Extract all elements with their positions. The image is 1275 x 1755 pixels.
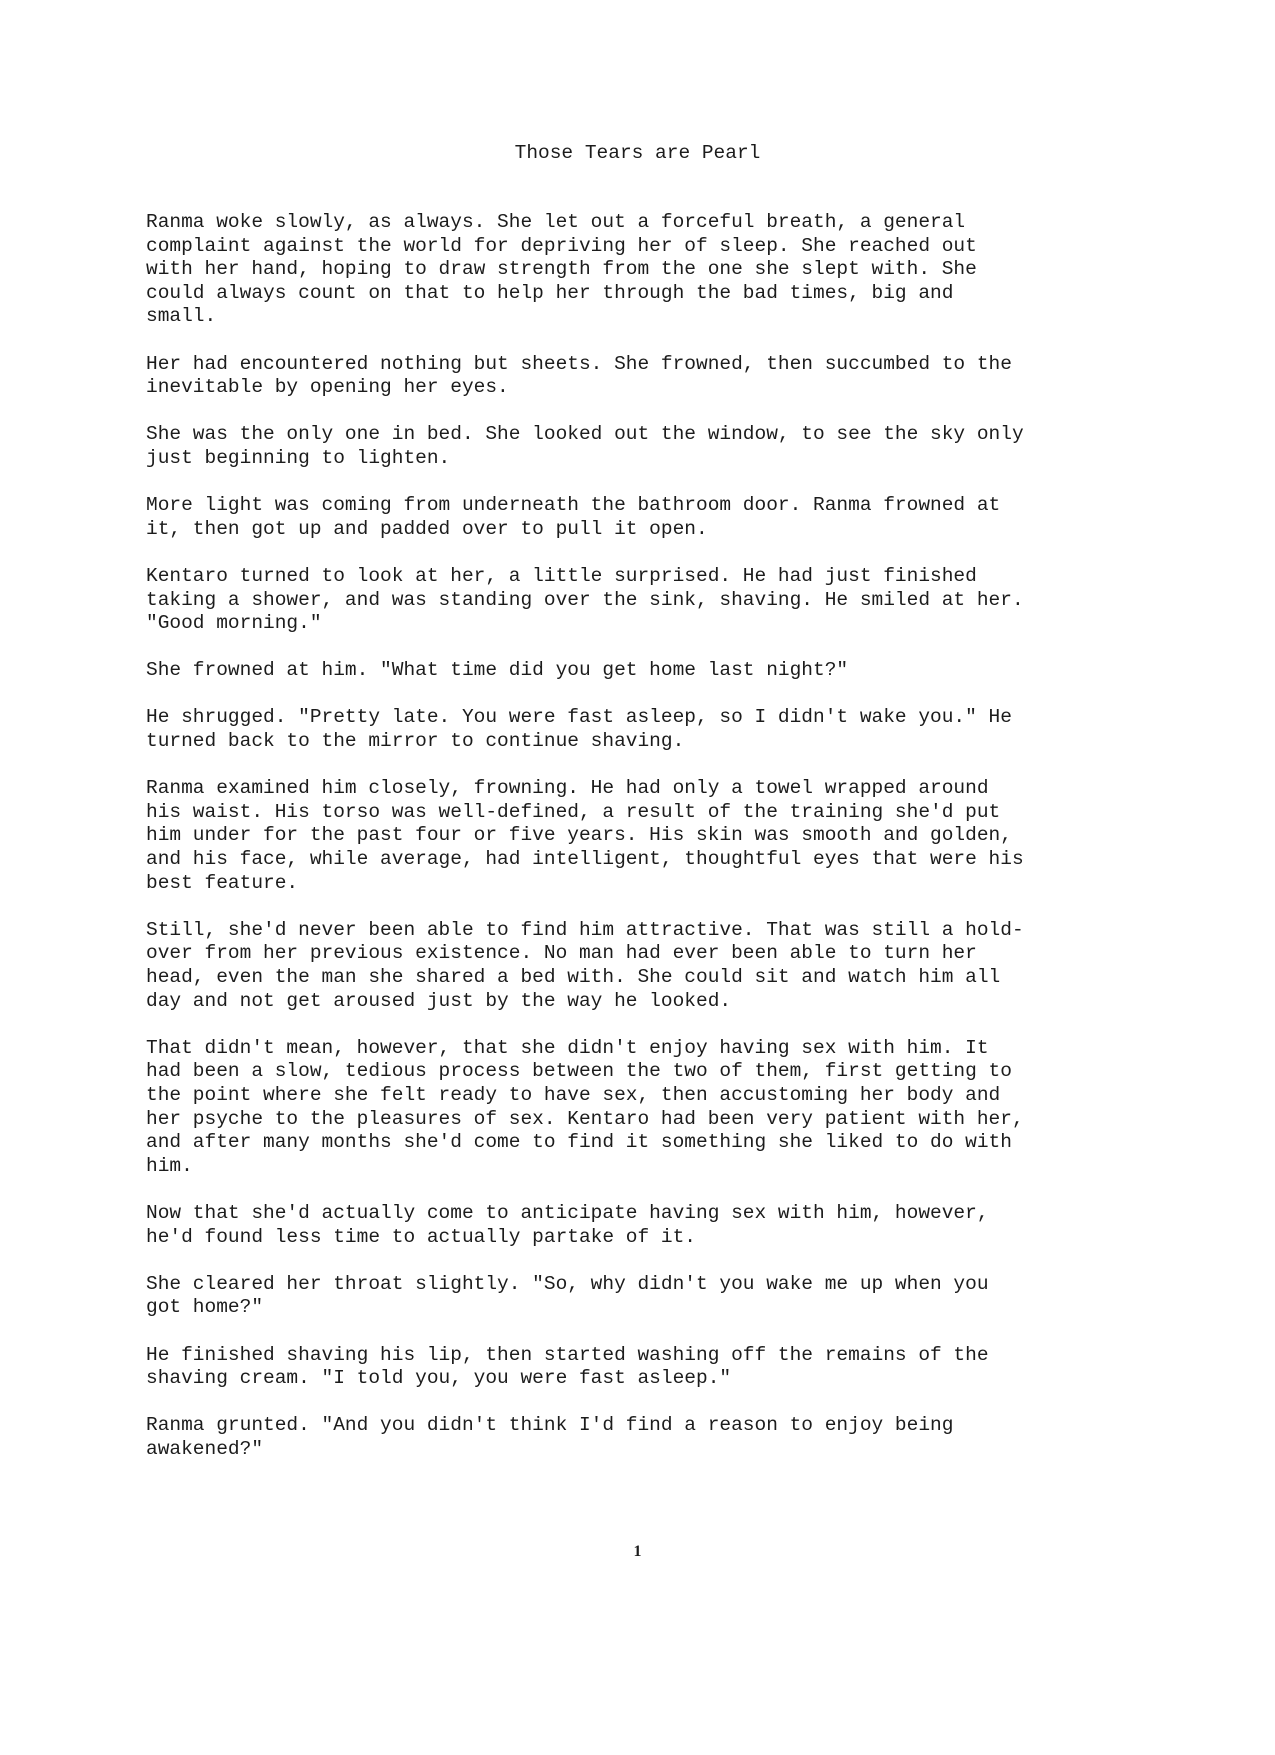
paragraph: Her had encountered nothing but sheets. She frowned, then succumbed to the inevitable by opening her eyes. — [146, 352, 1012, 399]
paragraph: Kentaro turned to look at her, a little surprised. He had just finished taking a shower, and was standing over the sink, shaving. He smiled at her. "Good morning." — [146, 564, 1024, 635]
paragraph: Ranma woke slowly, as always. She let out a forceful breath, a general complaint against the world for depriving her of sleep. She reached out with her hand, hoping to draw strength from the one she slept with. She could always count on that to help her through the bad times, big and small. — [146, 211, 977, 328]
paragraph: Now that she'd actually come to anticipate having sex with him, however, he'd found less time to actually partake of it. — [146, 1201, 989, 1248]
paragraph: She cleared her throat slightly. "So, why didn't you wake me up when you got home?" — [146, 1272, 989, 1319]
paragraph: More light was coming from underneath the bathroom door. Ranma frowned at it, then got up and padded over to pull it open. — [146, 494, 1001, 540]
document-body — [146, 211, 1146, 1485]
paragraph: He finished shaving his lip, then started washing off the remains of the shaving cream. "I told you, you were fast asleep." — [146, 1343, 989, 1390]
document-title: Those Tears are Pearl — [514, 142, 761, 164]
paragraph: That didn't mean, however, that she didn't enjoy having sex with him. It had been a slow, tedious process between the two of them, first getting to the point where she felt ready to have sex, then accustoming her body and her psyche to the pleasures of sex. Kentaro had been very patient with her, and after many months she'd come to find it something she liked to do with him. — [146, 1036, 1024, 1177]
paragraph: He shrugged. "Pretty late. You were fast asleep, so I didn't wake you." He turned back to the mirror to continue shaving. — [146, 706, 1012, 753]
paragraph: She was the only one in bed. She looked out the window, to see the sky only just beginning to lighten. — [146, 423, 1024, 469]
paragraph: Ranma examined him closely, frowning. He had only a towel wrapped around his waist. His torso was well-defined, a result of the training she'd put him under for the past four or five years. His skin was smooth and golden, and his face, while average, had intelligent, thoughtful eyes that were his best feature. — [146, 777, 1024, 894]
paragraph: Ranma grunted. "And you didn't think I'd find a reason to enjoy being awakened?" — [146, 1414, 954, 1460]
paragraph: She frowned at him. "What time did you get home last night?" — [146, 659, 849, 682]
page-number: 1 — [633, 1543, 642, 1560]
paragraph: Still, she'd never been able to find him attractive. That was still a hold- over from her previous existence. No man had ever been able to turn her head, even the man she shared a bed with. She could sit and watch him all day and not get aroused just by the way he looked. — [146, 918, 1024, 1012]
